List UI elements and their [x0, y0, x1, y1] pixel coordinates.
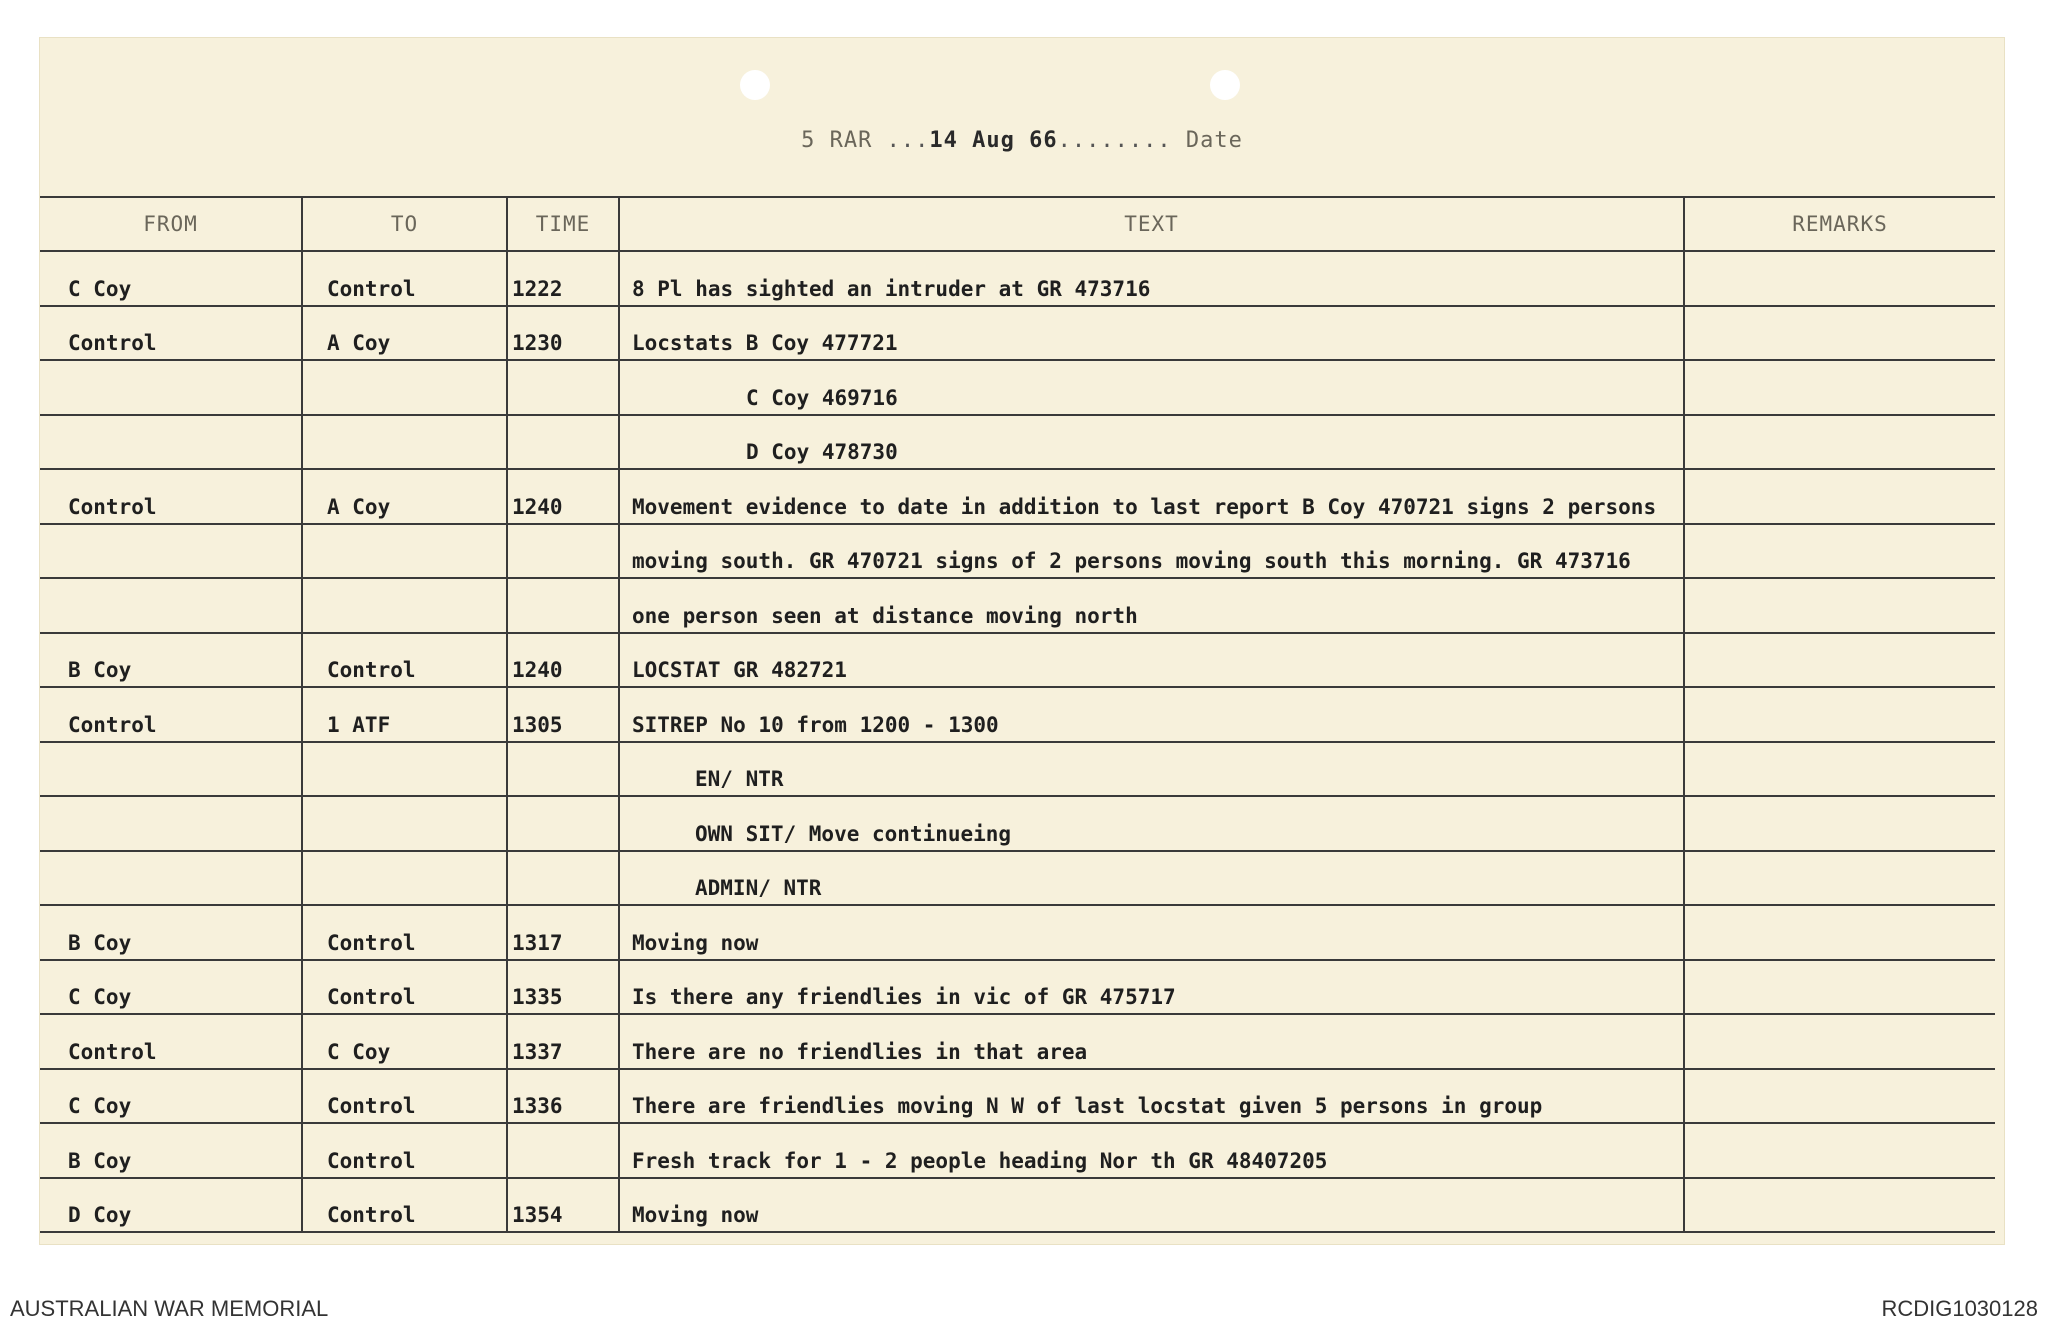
from-cell [40, 851, 302, 906]
remarks-cell [1684, 469, 1995, 524]
from-cell: D Coy [40, 1178, 302, 1233]
table-row [40, 960, 1995, 1015]
remarks-cell [1684, 524, 1995, 579]
column-header-to: TO [302, 197, 507, 251]
time-cell [507, 578, 619, 633]
from-cell [40, 578, 302, 633]
from-cell: Control [40, 1014, 302, 1069]
remarks-cell [1684, 415, 1995, 470]
time-cell [507, 851, 619, 906]
from-cell [40, 742, 302, 797]
text-cell: LOCSTAT GR 482721 [619, 633, 1684, 688]
text-cell: one person seen at distance moving north [619, 578, 1684, 633]
time-cell: 1305 [507, 687, 619, 742]
remarks-cell [1684, 687, 1995, 742]
to-cell: A Coy [302, 306, 507, 361]
text-cell: C Coy 469716 [619, 360, 1684, 415]
remarks-cell [1684, 1069, 1995, 1124]
log-sheet [40, 38, 2004, 1244]
table-row [40, 1069, 1995, 1124]
time-cell: 1317 [507, 905, 619, 960]
punch-hole [1210, 70, 1240, 100]
archive-reference: RCDIG1030128 [1881, 1296, 2038, 1321]
remarks-cell [1684, 851, 1995, 906]
time-cell: 1240 [507, 469, 619, 524]
remarks-cell [1684, 306, 1995, 361]
remarks-cell [1684, 905, 1995, 960]
leader-dots: ... [886, 128, 930, 153]
table-row [40, 251, 1995, 306]
text-cell: Movement evidence to date in addition to last report B Coy 470721 signs 2 persons [619, 469, 1684, 524]
table-row [40, 687, 1995, 742]
table-row [40, 1014, 1995, 1069]
punch-hole [740, 70, 770, 100]
time-cell: 1335 [507, 960, 619, 1015]
time-cell [507, 742, 619, 797]
text-cell: Is there any friendlies in vic of GR 475717 [619, 960, 1684, 1015]
archive-name: AUSTRALIAN WAR MEMORIAL [10, 1296, 329, 1321]
table-row [40, 578, 1995, 633]
to-cell: Control [302, 1178, 507, 1233]
table-row [40, 415, 1995, 470]
remarks-cell [1684, 360, 1995, 415]
text-cell: ADMIN/ NTR [619, 851, 1684, 906]
remarks-cell [1684, 251, 1995, 306]
text-cell: D Coy 478730 [619, 415, 1684, 470]
table-row [40, 306, 1995, 361]
remarks-cell [1684, 742, 1995, 797]
time-cell [507, 524, 619, 579]
column-header-time: TIME [507, 197, 619, 251]
remarks-cell [1684, 633, 1995, 688]
time-cell: 1337 [507, 1014, 619, 1069]
date-value: 14 Aug 66 [929, 128, 1058, 153]
remarks-cell [1684, 1178, 1995, 1233]
table-row [40, 1123, 1995, 1178]
text-cell: EN/ NTR [619, 742, 1684, 797]
from-cell: B Coy [40, 905, 302, 960]
to-cell [302, 742, 507, 797]
time-cell: 1354 [507, 1178, 619, 1233]
time-cell [507, 415, 619, 470]
text-cell: Moving now [619, 905, 1684, 960]
to-cell: Control [302, 905, 507, 960]
column-header-text: TEXT [619, 197, 1684, 251]
time-cell: 1230 [507, 306, 619, 361]
date-label: Date [1185, 128, 1243, 153]
from-cell: B Coy [40, 1123, 302, 1178]
table-row [40, 524, 1995, 579]
from-cell: Control [40, 469, 302, 524]
time-cell: 1336 [507, 1069, 619, 1124]
from-cell [40, 796, 302, 851]
to-cell: Control [302, 960, 507, 1015]
from-cell: B Coy [40, 633, 302, 688]
time-cell: 1240 [507, 633, 619, 688]
text-cell: Locstats B Coy 477721 [619, 306, 1684, 361]
to-cell [302, 415, 507, 470]
table-row [40, 1178, 1995, 1233]
text-cell: Moving now [619, 1178, 1684, 1233]
table-row [40, 469, 1995, 524]
from-cell: C Coy [40, 1069, 302, 1124]
from-cell [40, 360, 302, 415]
to-cell: Control [302, 251, 507, 306]
signal-log-table [40, 196, 1995, 1233]
to-cell: Control [302, 1123, 507, 1178]
to-cell [302, 360, 507, 415]
remarks-cell [1684, 1014, 1995, 1069]
remarks-cell [1684, 578, 1995, 633]
from-cell: C Coy [40, 251, 302, 306]
text-cell: There are friendlies moving N W of last locstat given 5 persons in group [619, 1069, 1684, 1124]
from-cell: Control [40, 687, 302, 742]
log-header [40, 128, 2004, 153]
to-cell [302, 851, 507, 906]
from-cell: C Coy [40, 960, 302, 1015]
unit-name: 5 RAR [801, 128, 873, 153]
table-row [40, 851, 1995, 906]
text-cell: There are no friendlies in that area [619, 1014, 1684, 1069]
time-cell: 1222 [507, 251, 619, 306]
from-cell [40, 524, 302, 579]
text-cell: OWN SIT/ Move continueing [619, 796, 1684, 851]
to-cell: A Coy [302, 469, 507, 524]
from-cell: Control [40, 306, 302, 361]
to-cell [302, 578, 507, 633]
to-cell: C Coy [302, 1014, 507, 1069]
table-row [40, 796, 1995, 851]
from-cell [40, 415, 302, 470]
text-cell: 8 Pl has sighted an intruder at GR 473716 [619, 251, 1684, 306]
table-row [40, 360, 1995, 415]
table-row [40, 905, 1995, 960]
to-cell: Control [302, 633, 507, 688]
remarks-cell [1684, 796, 1995, 851]
leader-dots: ........ [1057, 128, 1172, 153]
to-cell: 1 ATF [302, 687, 507, 742]
column-header-remarks: REMARKS [1684, 197, 1995, 251]
text-cell: SITREP No 10 from 1200 - 1300 [619, 687, 1684, 742]
to-cell: Control [302, 1069, 507, 1124]
remarks-cell [1684, 960, 1995, 1015]
column-header-from: FROM [40, 197, 302, 251]
table-row [40, 742, 1995, 797]
table-header-row [40, 197, 1995, 251]
time-cell [507, 796, 619, 851]
time-cell [507, 360, 619, 415]
to-cell [302, 796, 507, 851]
remarks-cell [1684, 1123, 1995, 1178]
text-cell: moving south. GR 470721 signs of 2 persons moving south this morning. GR 473716 [619, 524, 1684, 579]
text-cell: Fresh track for 1 - 2 people heading Nor th GR 48407205 [619, 1123, 1684, 1178]
time-cell [507, 1123, 619, 1178]
to-cell [302, 524, 507, 579]
table-row [40, 633, 1995, 688]
